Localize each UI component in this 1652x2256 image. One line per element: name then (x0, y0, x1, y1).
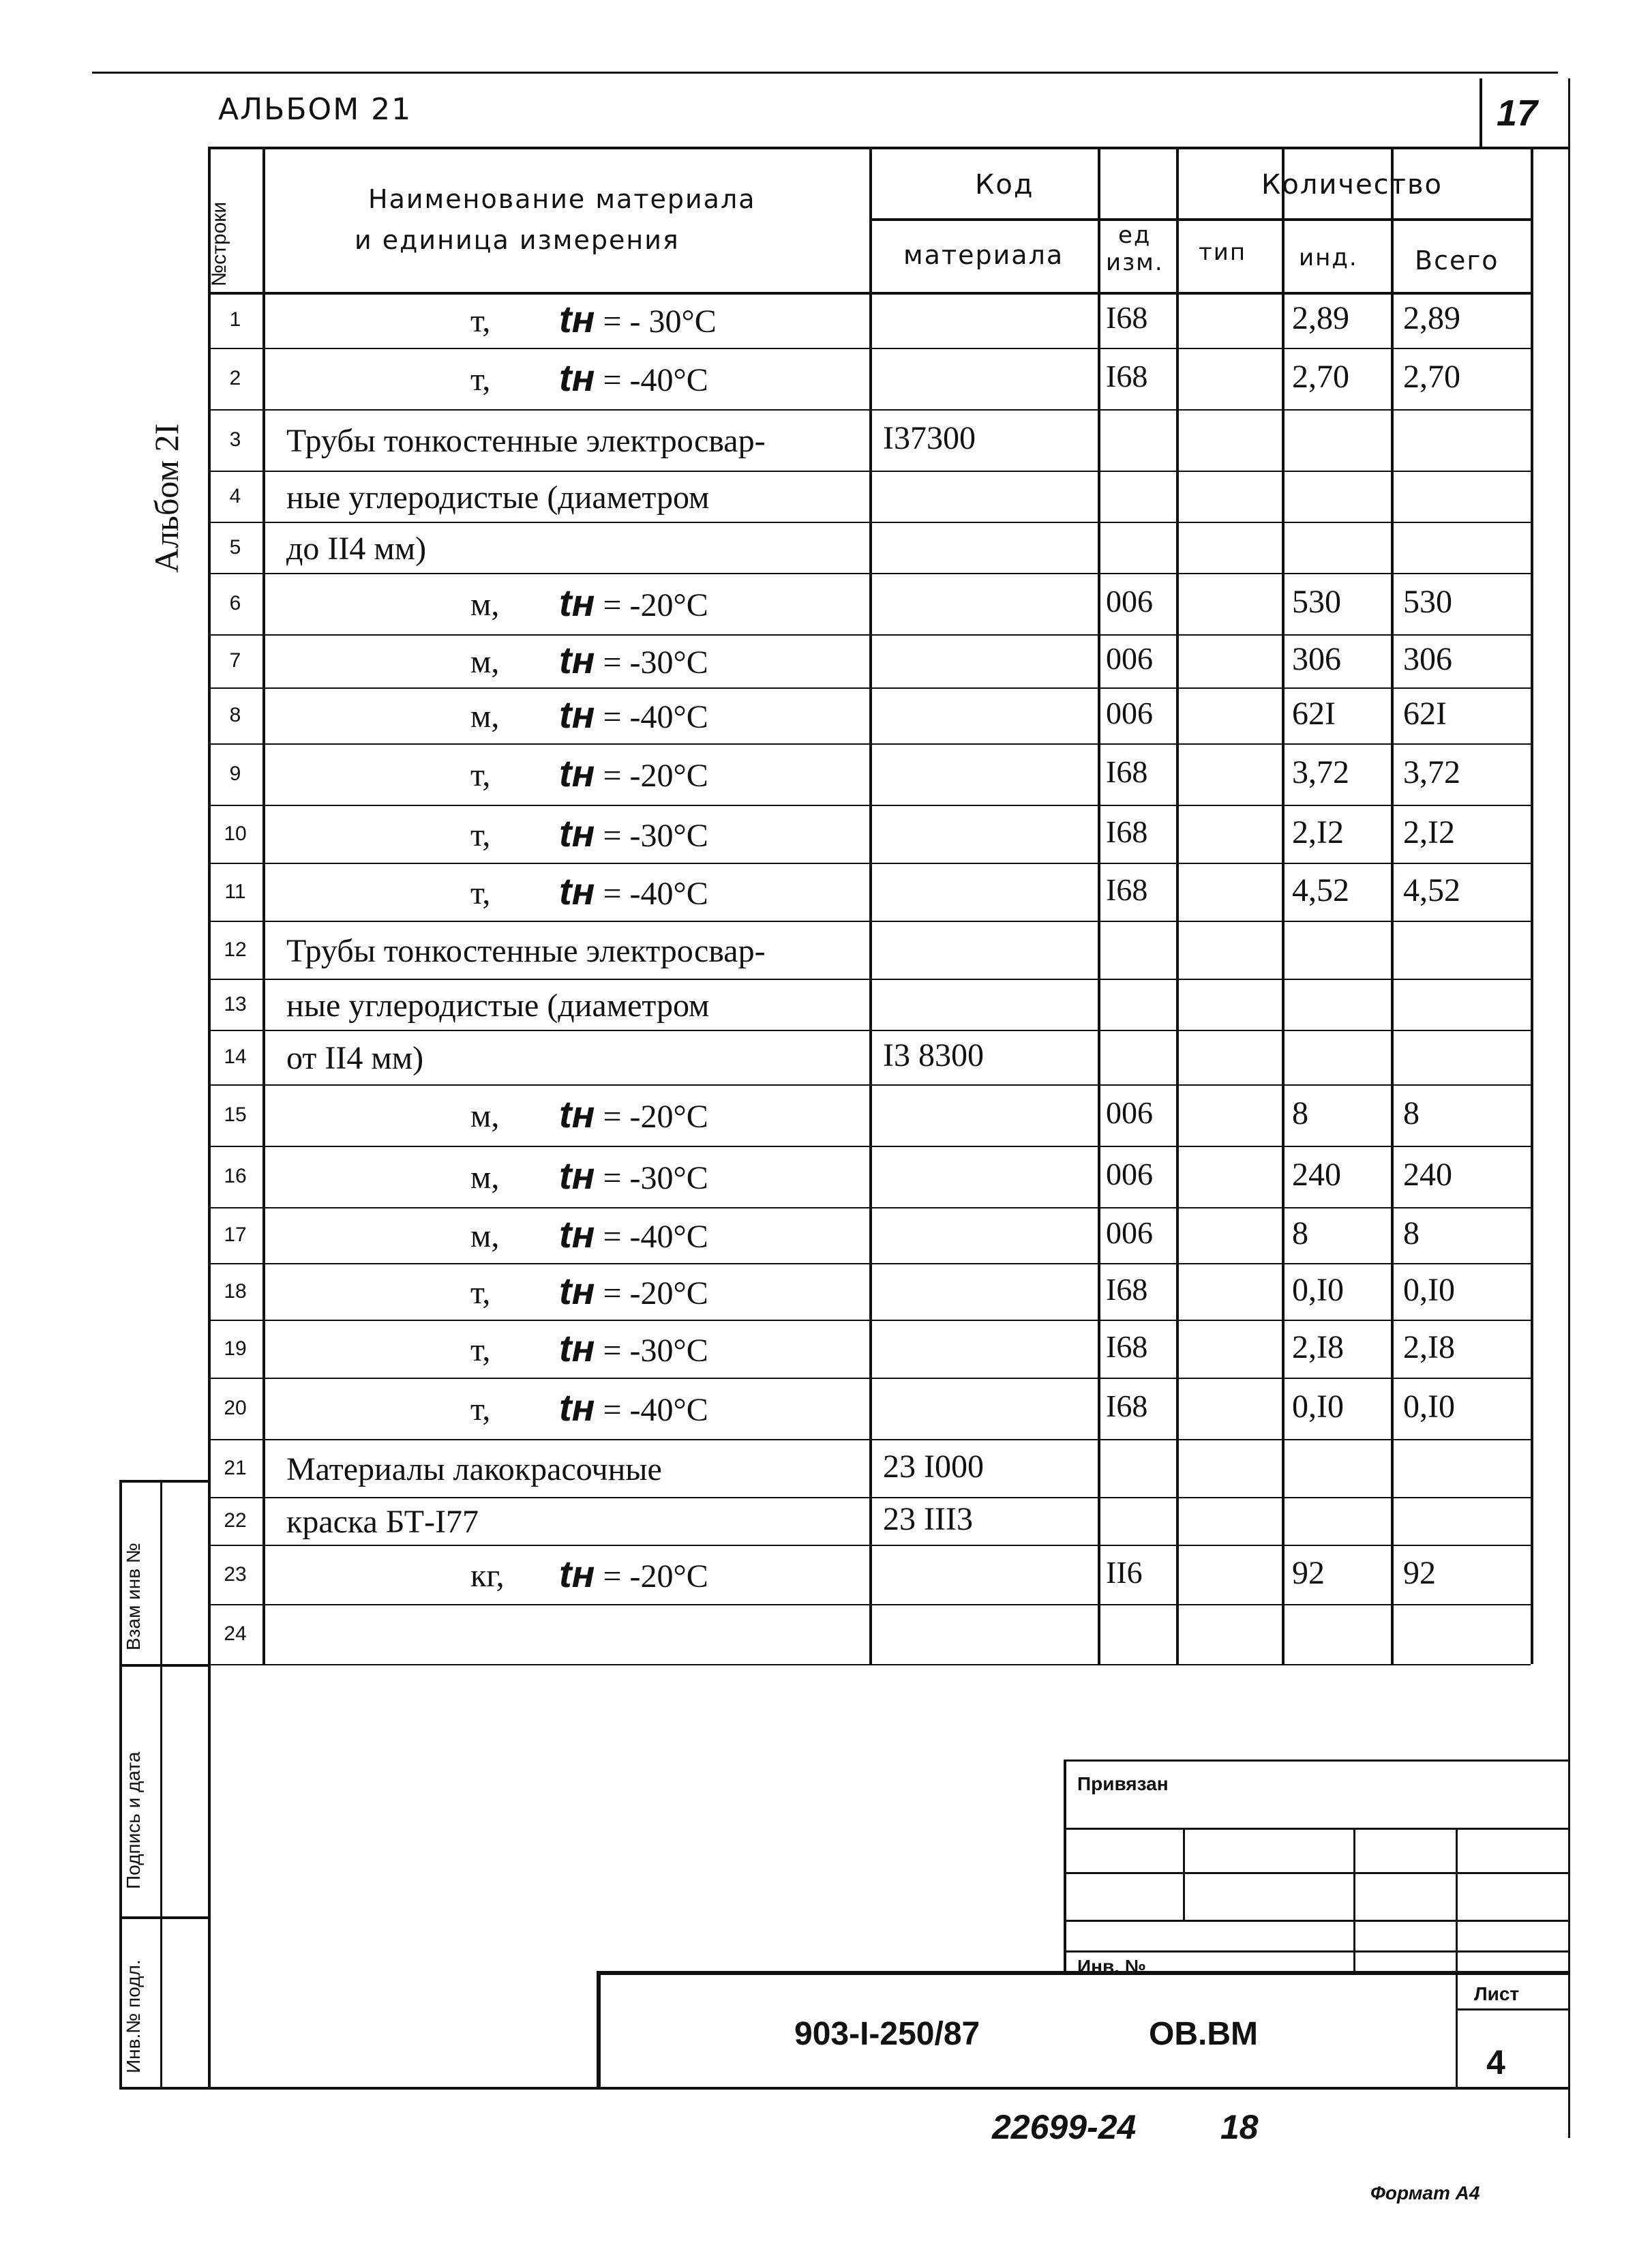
side-stamp-original-inv: Инв.№ подл. (123, 1959, 144, 2073)
qty-individual: 0,I0 (1292, 1389, 1344, 1425)
temperature-expression (559, 580, 708, 625)
qty-total: 306 (1403, 641, 1452, 677)
unit-code: 006 (1106, 1215, 1153, 1250)
row-number: 15 (224, 1103, 247, 1126)
material-code: I37300 (883, 420, 976, 456)
t-symbol: tн (559, 1093, 595, 1136)
row-number-col-border (262, 147, 265, 1664)
temperature-value: = -20°C (595, 1099, 708, 1135)
row-number: 6 (229, 592, 241, 614)
stamp-sheet-number: 4 (1486, 2043, 1505, 2081)
unit-label: м, (470, 644, 500, 680)
temperature-expression (559, 811, 708, 855)
t-symbol: tн (559, 581, 595, 624)
row-rule (208, 1207, 1531, 1208)
side-album-label: Альбом 2I (147, 423, 185, 573)
row-number: 2 (229, 367, 241, 389)
row-rule (208, 805, 1531, 806)
unit-label: кг, (470, 1557, 505, 1594)
stamp-doc-code: 903-I-250/87 (794, 2016, 980, 2052)
side-stamp-rule (119, 1480, 208, 1483)
stamp-sheet-label: Лист (1474, 1983, 1520, 2004)
stamp-rule (1064, 1828, 1568, 1830)
unit-code: I68 (1106, 872, 1148, 907)
side-stamp-signature-date: Подпись и дата (123, 1751, 144, 1889)
stamp-inner-2 (1353, 1828, 1355, 1971)
row-rule (208, 687, 1531, 689)
qty-total: 62I (1403, 696, 1447, 732)
sheet-box-rule (1456, 2008, 1568, 2010)
temperature-value: = -30°C (595, 817, 708, 854)
format-label: Формат А4 (1370, 2182, 1480, 2203)
row-rule (208, 1320, 1531, 1321)
qty-total: 3,72 (1403, 754, 1460, 790)
temperature-value: = -20°C (595, 1558, 708, 1594)
t-symbol: tн (559, 811, 595, 855)
temperature-expression (559, 1092, 708, 1136)
row-rule (208, 1604, 1531, 1605)
row-rule (208, 471, 1531, 472)
temperature-expression (559, 355, 708, 400)
qty-individual: 8 (1292, 1215, 1308, 1251)
row-rule (208, 634, 1531, 636)
unit-code: 006 (1106, 696, 1153, 730)
row-rule (208, 409, 1531, 411)
qty-individual: 62I (1292, 696, 1336, 732)
row-rule (208, 348, 1531, 349)
unit-label: т, (470, 757, 491, 793)
unit-label: м, (470, 1159, 500, 1196)
unit-code: I68 (1106, 1271, 1148, 1307)
temperature-expression (559, 1385, 708, 1429)
temperature-value: = -40°C (595, 699, 708, 735)
row-number: 8 (229, 704, 241, 726)
stamp-inner-3 (1456, 1828, 1458, 2087)
material-name: краска БТ-I77 (286, 1504, 479, 1540)
temperature-expression (559, 297, 717, 341)
t-symbol: tн (559, 752, 595, 795)
stamp-rule (1064, 1872, 1568, 1874)
stamp-top-rule (1064, 1760, 1568, 1762)
t-symbol: tн (559, 1268, 595, 1312)
frame-left-border (208, 147, 211, 1664)
temperature-value: = -20°C (595, 587, 708, 623)
name-col-border (869, 147, 872, 1664)
unit-code: I68 (1106, 359, 1148, 394)
side-stamp-mid (160, 1480, 162, 2087)
qty-individual: 92 (1292, 1554, 1325, 1591)
row-rule (208, 1378, 1531, 1379)
stamp-rule (1064, 1920, 1568, 1922)
unit-code: 006 (1106, 1157, 1153, 1191)
unit-code: II6 (1106, 1554, 1143, 1590)
row-number: 23 (224, 1562, 247, 1586)
t-symbol: tн (559, 1552, 595, 1595)
row-number: 19 (224, 1337, 247, 1360)
row-number: 22 (224, 1509, 247, 1532)
stamp-left (1064, 1760, 1066, 1971)
row-rule (208, 1084, 1531, 1086)
qty-total: 8 (1403, 1215, 1420, 1251)
material-name: Материалы лакокрасочные (286, 1451, 662, 1487)
bottom-number: 22699-24 (992, 2108, 1137, 2146)
unit-code: I68 (1106, 754, 1148, 789)
qty-individual: 2,I8 (1292, 1329, 1344, 1365)
qty-individual: 240 (1292, 1157, 1341, 1193)
row-number-header: №строки (208, 201, 230, 286)
t-symbol: tн (559, 1326, 595, 1369)
page-number: 17 (1497, 93, 1538, 134)
code-material-header: материала (903, 240, 1064, 270)
temperature-expression (559, 1212, 708, 1256)
qty-individual: 8 (1292, 1095, 1308, 1131)
temperature-value: = -30°C (595, 1160, 708, 1196)
qty-total: 0,I0 (1403, 1271, 1455, 1308)
row-rule (208, 1545, 1531, 1546)
qty-individual: 3,72 (1292, 754, 1349, 790)
qty-individual: 0,I0 (1292, 1271, 1344, 1308)
side-stamp-rule (119, 1916, 208, 1919)
unit-label: м, (470, 587, 500, 623)
qty-total: 530 (1403, 584, 1452, 620)
material-code: 23 III3 (883, 1501, 973, 1537)
row-number: 21 (224, 1456, 247, 1479)
unit-label: т, (470, 1391, 491, 1427)
row-rule (208, 979, 1531, 980)
temperature-value: = -20°C (595, 758, 708, 794)
row-rule (208, 1263, 1531, 1264)
unit-code: 006 (1106, 584, 1153, 619)
qty-total: 2,89 (1403, 300, 1460, 336)
qty-total: 0,I0 (1403, 1389, 1455, 1425)
type-col-border (1282, 147, 1285, 1664)
page-left-rule (208, 1664, 211, 2087)
row-rule (208, 921, 1531, 922)
t-symbol: tн (559, 693, 595, 736)
temperature-expression (559, 751, 708, 795)
material-code: 23 I000 (883, 1448, 984, 1485)
temperature-value: = -40°C (595, 1219, 708, 1255)
page-number-box-left (1480, 78, 1482, 147)
qty-individual: 2,70 (1292, 359, 1349, 395)
stamp-rule (1064, 1950, 1568, 1953)
t-symbol: tн (559, 1154, 595, 1197)
header-bottom-rule (208, 292, 1531, 295)
material-name: Трубы тонкостенные электросвар- (286, 423, 766, 459)
ind-col-border (1391, 147, 1394, 1664)
qty-individual: 2,89 (1292, 300, 1349, 336)
temperature-expression (559, 1552, 708, 1596)
unit-code: 006 (1106, 641, 1153, 676)
row-number: 17 (224, 1223, 247, 1246)
album-label: АЛЬБОМ 21 (218, 92, 412, 127)
temperature-expression (559, 1153, 708, 1198)
unit-code: 006 (1106, 1095, 1153, 1130)
temperature-value: = -20°C (595, 1275, 708, 1311)
code-group-header: Код (975, 169, 1034, 201)
unit-code: I68 (1106, 814, 1148, 849)
temperature-expression (559, 1268, 708, 1313)
t-symbol: tн (559, 1386, 595, 1429)
material-name: ные углеродистые (диаметром (286, 987, 710, 1024)
t-symbol: tн (559, 356, 595, 399)
row-rule (208, 1497, 1531, 1498)
row-number: 20 (224, 1397, 247, 1419)
row-number: 4 (229, 484, 241, 507)
unit-label: т, (470, 874, 491, 911)
unit-header-line1: ед (1118, 222, 1152, 249)
qty-total: 4,52 (1403, 872, 1460, 908)
row-number: 24 (224, 1622, 247, 1645)
row-rule (208, 1030, 1531, 1031)
qty-individual: 306 (1292, 641, 1341, 677)
material-name: Трубы тонкостенные электросвар- (286, 932, 766, 969)
frame-right-border (1531, 147, 1533, 1664)
unit-label: т, (470, 816, 491, 853)
row-number: 14 (224, 1045, 247, 1068)
qty-group-header: Количество (1261, 169, 1443, 201)
row-rule (208, 573, 1531, 574)
row-number: 11 (224, 880, 246, 903)
temperature-value: = -30°C (595, 1332, 708, 1369)
stamp-inv-no: Инв. № (1077, 1956, 1147, 1977)
name-header-line1: Наименование материала (368, 184, 756, 214)
side-stamp-rule (119, 1664, 208, 1667)
t-symbol: tн (559, 1213, 595, 1256)
unit-label: т, (470, 1274, 491, 1311)
qty-total: 2,I8 (1403, 1329, 1455, 1365)
unit-label: м, (470, 698, 500, 734)
unit-label: т, (470, 303, 491, 339)
material-name: от II4 мм) (286, 1040, 424, 1076)
temperature-value: = -40°C (595, 1392, 708, 1428)
t-symbol: tн (559, 869, 595, 912)
qty-individual: 4,52 (1292, 872, 1349, 908)
side-stamp-replace-inv: Взам инв № (123, 1543, 144, 1650)
material-code: I3 8300 (883, 1037, 984, 1073)
row-rule (208, 1146, 1531, 1147)
row-rule (208, 863, 1531, 864)
unit-code: I68 (1106, 300, 1148, 335)
qty-total: 8 (1403, 1095, 1420, 1131)
stamp-privyazan: Привязан (1077, 1773, 1169, 1794)
qty-type-header: тип (1199, 239, 1247, 266)
code-col-border (1098, 147, 1100, 1664)
temperature-value: = - 30°C (595, 303, 717, 340)
t-symbol: tн (559, 638, 595, 681)
row-number: 9 (229, 762, 241, 785)
row-rule (208, 743, 1531, 745)
t-symbol: tн (559, 297, 595, 340)
title-block-left (597, 1971, 601, 2087)
temperature-expression (559, 692, 708, 737)
row-number: 7 (229, 649, 241, 672)
bottom-page: 18 (1220, 2108, 1259, 2146)
qty-total: 92 (1403, 1554, 1436, 1591)
side-stamp-left (119, 1480, 122, 2087)
unit-label: т, (470, 361, 491, 398)
row-number: 5 (229, 535, 241, 559)
row-number: 1 (229, 308, 241, 331)
row-number: 10 (224, 822, 247, 845)
qty-total: 240 (1403, 1157, 1452, 1193)
qty-total-header: Всего (1415, 246, 1499, 276)
row-rule (208, 522, 1531, 523)
temperature-expression (559, 869, 708, 913)
qty-ind-header: инд. (1299, 244, 1358, 271)
row-rule (208, 1664, 1531, 1665)
row-rule (208, 1439, 1531, 1440)
row-number: 3 (229, 428, 241, 451)
row-number: 13 (224, 992, 247, 1015)
qty-total: 2,70 (1403, 359, 1460, 395)
unit-code: I68 (1106, 1329, 1148, 1364)
temperature-expression (559, 638, 708, 682)
row-number: 18 (224, 1279, 247, 1303)
unit-code: I68 (1106, 1389, 1148, 1423)
temperature-expression (559, 1326, 708, 1370)
unit-label: т, (470, 1331, 491, 1368)
name-header-line2: и единица измерения (355, 225, 680, 255)
row-number: 16 (224, 1165, 247, 1187)
stamp-inner-1 (1183, 1828, 1185, 1920)
header-mid-rule (869, 218, 1531, 221)
row-number: 12 (224, 938, 247, 961)
outer-right-border (1568, 78, 1570, 2138)
qty-individual: 530 (1292, 584, 1341, 620)
page-bottom-rule (119, 2087, 1568, 2090)
qty-individual: 2,I2 (1292, 814, 1344, 850)
unit-label: м, (470, 1098, 500, 1134)
unit-label: м, (470, 1218, 500, 1254)
unit-header-line2: изм. (1106, 249, 1164, 276)
temperature-value: = -40°C (595, 875, 708, 912)
qty-total: 2,I2 (1403, 814, 1455, 850)
top-rule (92, 72, 1558, 74)
temperature-value: = -40°C (595, 362, 708, 398)
material-name: до II4 мм) (286, 530, 427, 567)
stamp-doc-mark: ОВ.ВМ (1149, 2016, 1258, 2052)
header-top-rule (208, 147, 1568, 149)
material-name: ные углеродистые (диаметром (286, 479, 710, 516)
temperature-value: = -30°C (595, 644, 708, 681)
unit-col-border (1176, 147, 1179, 1664)
